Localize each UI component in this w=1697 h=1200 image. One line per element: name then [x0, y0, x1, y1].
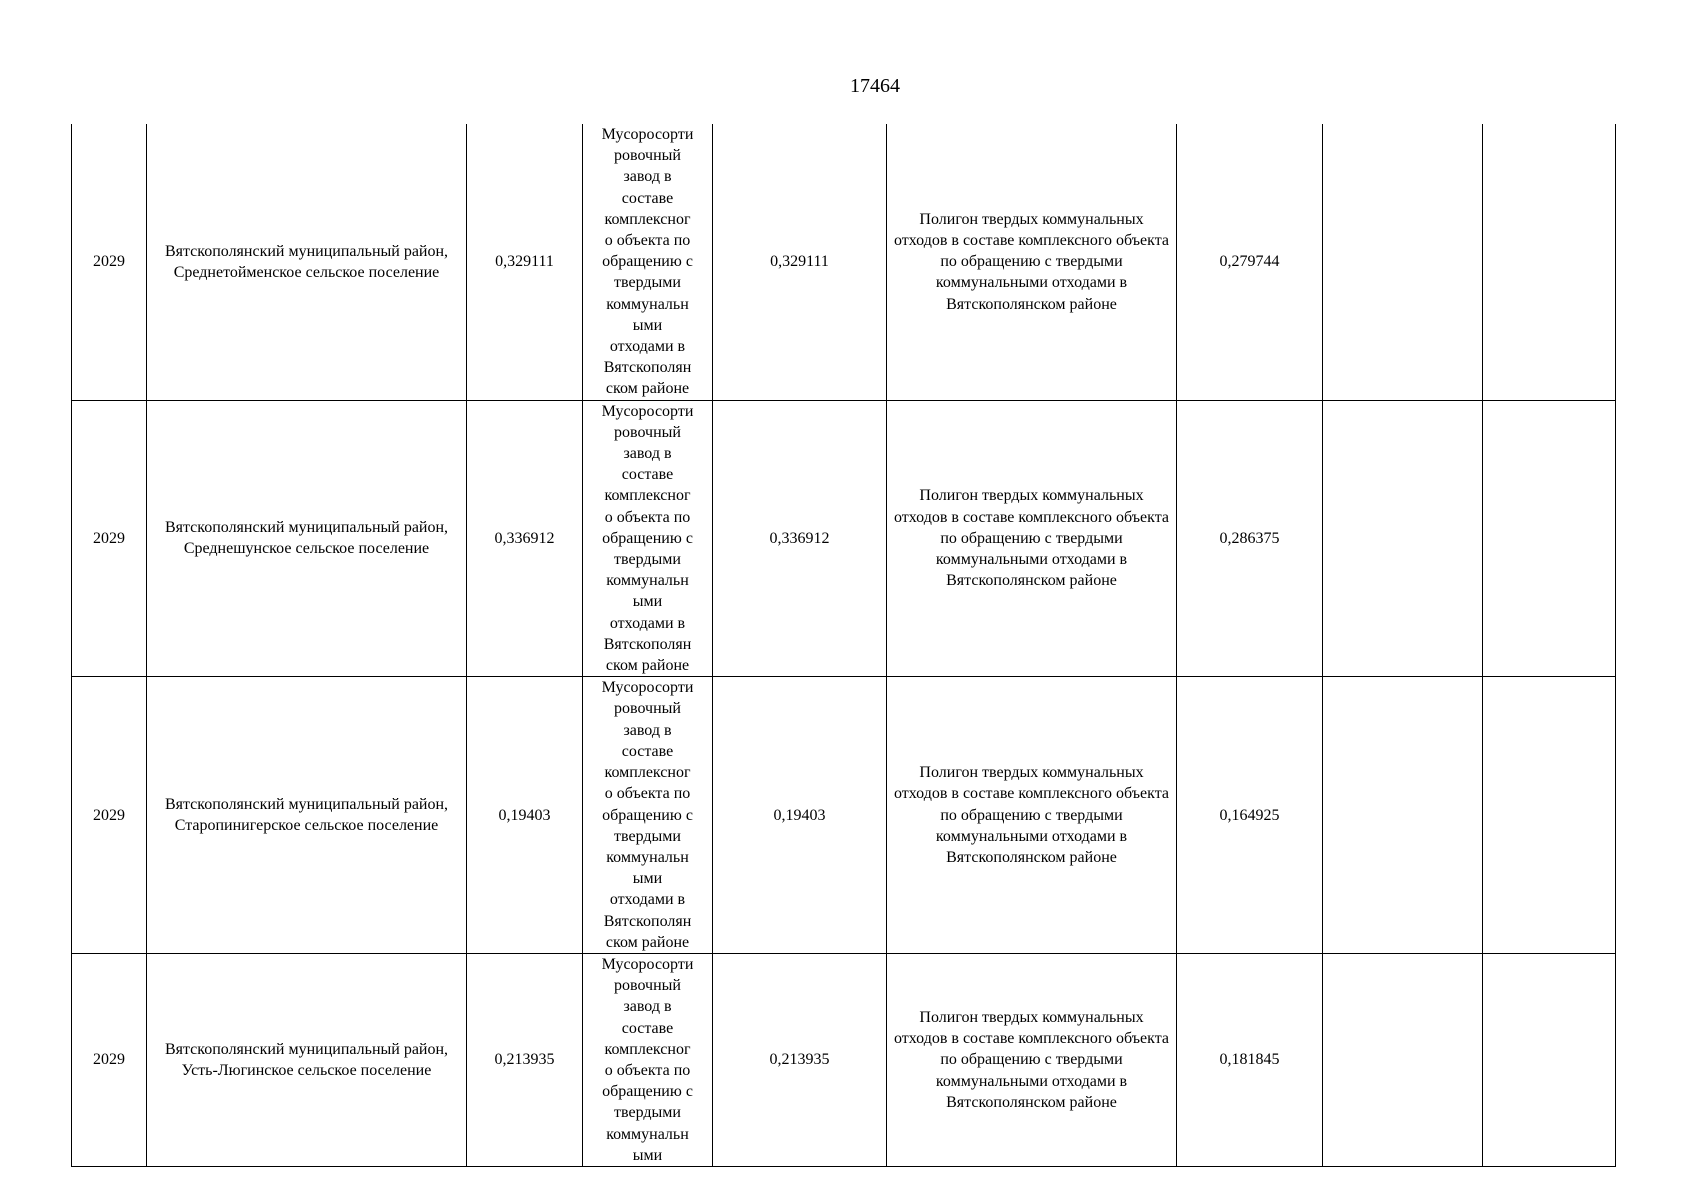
volume-cell: 0,213935 [467, 953, 583, 1166]
empty-cell [1483, 677, 1616, 954]
waste-flow-table [71, 124, 1616, 1167]
destination-cell: Полигон твердых коммунальных отходов в составе комплексного объекта по обращению с твердыми коммунальными отходами в Вятскополянском районе [887, 124, 1177, 400]
facility-cell: Мусоросорти ровочный завод в составе комплексног о объекта по обращению с твердыми коммунальн ыми отходами в Вятскополян ском районе [583, 400, 713, 677]
territory-cell: Вятскополянский муниципальный район, Старопинигерское сельское поселение [147, 677, 467, 954]
year-cell: 2029 [72, 400, 147, 677]
destination-cell: Полигон твердых коммунальных отходов в составе комплексного объекта по обращению с твердыми коммунальными отходами в Вятскополянском районе [887, 953, 1177, 1166]
empty-cell [1323, 953, 1483, 1166]
processed-volume-cell: 0,329111 [713, 124, 887, 400]
table-row [72, 677, 1616, 954]
year-cell: 2029 [72, 677, 147, 954]
facility-cell: Мусоросорти ровочный завод в составе комплексног о объекта по обращению с твердыми коммунальн ыми отходами в Вятскополян ском районе [583, 677, 713, 954]
processed-volume-cell: 0,336912 [713, 400, 887, 677]
volume-cell: 0,19403 [467, 677, 583, 954]
disposed-volume-cell: 0,164925 [1177, 677, 1323, 954]
processed-volume-cell: 0,213935 [713, 953, 887, 1166]
empty-cell [1323, 677, 1483, 954]
year-cell: 2029 [72, 953, 147, 1166]
empty-cell [1323, 400, 1483, 677]
empty-cell [1323, 124, 1483, 400]
facility-cell: Мусоросорти ровочный завод в составе комплексног о объекта по обращению с твердыми коммунальн ыми [583, 953, 713, 1166]
territory-cell: Вятскополянский муниципальный район, Усть-Люгинское сельское поселение [147, 953, 467, 1166]
year-cell: 2029 [72, 124, 147, 400]
processed-volume-cell: 0,19403 [713, 677, 887, 954]
destination-cell: Полигон твердых коммунальных отходов в составе комплексного объекта по обращению с твердыми коммунальными отходами в Вятскополянском районе [887, 677, 1177, 954]
volume-cell: 0,329111 [467, 124, 583, 400]
disposed-volume-cell: 0,279744 [1177, 124, 1323, 400]
facility-cell: Мусоросорти ровочный завод в составе комплексног о объекта по обращению с твердыми коммунальн ыми отходами в Вятскополян ском районе [583, 124, 713, 400]
territory-cell: Вятскополянский муниципальный район, Среднешунское сельское поселение [147, 400, 467, 677]
table-row [72, 124, 1616, 400]
empty-cell [1483, 124, 1616, 400]
disposed-volume-cell: 0,286375 [1177, 400, 1323, 677]
page-number: 17464 [850, 75, 900, 97]
territory-cell: Вятскополянский муниципальный район, Среднетойменское сельское поселение [147, 124, 467, 400]
destination-cell: Полигон твердых коммунальных отходов в составе комплексного объекта по обращению с твердыми коммунальными отходами в Вятскополянском районе [887, 400, 1177, 677]
volume-cell: 0,336912 [467, 400, 583, 677]
empty-cell [1483, 953, 1616, 1166]
disposed-volume-cell: 0,181845 [1177, 953, 1323, 1166]
table-row [72, 400, 1616, 677]
table-row [72, 953, 1616, 1166]
empty-cell [1483, 400, 1616, 677]
